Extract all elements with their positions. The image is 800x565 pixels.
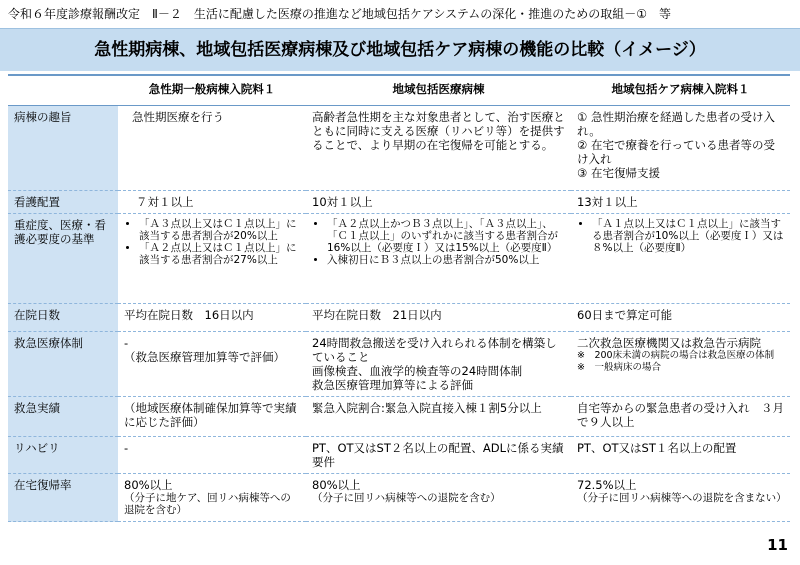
- cell-acute: ７対１以上: [118, 191, 306, 214]
- row-rehab: [8, 437, 790, 474]
- row-severity: [8, 214, 790, 304]
- row-emergency-record: [8, 397, 790, 437]
- list-item: • 「Ａ１点以上又はＣ１点以上」に該当する患者割合が10%以上（必要度Ｉ）又は８%以上（必要度Ⅱ）: [592, 218, 784, 254]
- cell-care: [571, 106, 790, 191]
- purpose-item: ① 急性期治療を経過した患者の受け入れ。: [577, 110, 775, 138]
- cell-care: [571, 214, 790, 304]
- title-band: [0, 28, 800, 71]
- cell-care: 自宅等からの緊急患者の受け入れ ３月で９人以上: [571, 397, 790, 437]
- cell-care: 13対１以上: [571, 191, 790, 214]
- row-nursing: [8, 191, 790, 214]
- purpose-item: ② 在宅で療養を行っている患者等の受け入れ: [577, 138, 775, 166]
- row-label: 在宅復帰率: [8, 474, 118, 522]
- row-emergency: [8, 332, 790, 397]
- comparison-table: [8, 78, 790, 522]
- list-item: • 「Ａ２点以上又はＣ１点以上」に該当する患者割合が27%以上: [139, 242, 300, 266]
- title-rule: [8, 74, 790, 76]
- header-cell-empty: [8, 78, 118, 106]
- cell-care: 60日まで算定可能: [571, 304, 790, 332]
- row-label: 病棟の趣旨: [8, 106, 118, 191]
- cell-text: 72.5%以上: [577, 478, 637, 492]
- cell-text: 80%以上: [124, 478, 173, 492]
- note-text: ※ 200床未満の病院の場合は救急医療の体制: [577, 350, 775, 361]
- cell-care: PT、OT又はST１名以上の配置: [571, 437, 790, 474]
- cell-acute: [118, 332, 306, 397]
- cell-text: 二次救急医療機関又は救急告示病院: [577, 336, 761, 350]
- purpose-item: ③ 在宅復帰支援: [577, 166, 660, 180]
- header-care: 地域包括ケア病棟入院料１: [571, 78, 790, 106]
- note-text: （分子に回リハ病棟等への退院を含まない）: [577, 492, 787, 504]
- row-home: [8, 474, 790, 522]
- cell-regional: PT、OT又はST２名以上の配置、ADLに係る実績要件: [306, 437, 571, 474]
- row-label: 看護配置: [8, 191, 118, 214]
- header-acute: 急性期一般病棟入院料１: [118, 78, 306, 106]
- list-item: • 入棟初日にＢ３点以上の患者割合が50%以上: [327, 254, 565, 266]
- cell-text: 24時間救急搬送を受け入れられる体制を構築していること: [312, 336, 557, 364]
- list-item: • 「Ａ２点以上かつＢ３点以上」、「Ａ３点以上」、「Ｃ１点以上」のいずれかに該当する患者割合が16%以上（必要度Ｉ）又は15%以上（必要度Ⅱ）: [327, 218, 565, 254]
- cell-acute: [118, 214, 306, 304]
- cell-care: [571, 332, 790, 397]
- cell-text: 画像検査、血液学的検査等の24時間体制: [312, 364, 523, 378]
- row-label: 在院日数: [8, 304, 118, 332]
- row-purpose: [8, 106, 790, 191]
- cell-text: -: [124, 336, 129, 350]
- cell-regional: 緊急入院割合:緊急入院直接入棟１割5分以上: [306, 397, 571, 437]
- cell-text: 救急医療管理加算等による評価: [312, 378, 473, 392]
- row-stay: [8, 304, 790, 332]
- page-number: 11: [767, 536, 788, 554]
- header-regional: 地域包括医療病棟: [306, 78, 571, 106]
- cell-regional: 10対１以上: [306, 191, 571, 214]
- note-text: （分子に回リハ病棟等への退院を含む）: [312, 492, 501, 504]
- cell-acute: [118, 474, 306, 522]
- cell-regional: [306, 474, 571, 522]
- cell-acute: 平均在院日数 16日以内: [118, 304, 306, 332]
- cell-regional: 高齢者急性期を主な対象患者として、治す医療とともに同時に支える医療（リハビリ等）を提供することで、より早期の在宅復帰を可能とする。: [306, 106, 571, 191]
- row-label: 救急実績: [8, 397, 118, 437]
- cell-care: [571, 474, 790, 522]
- header-text: 令和６年度診療報酬改定 Ⅱ－２ 生活に配慮した医療の推進など地域包括ケアシステムの深化・推進のための取組－① 等: [8, 7, 671, 21]
- row-label: 救急医療体制: [8, 332, 118, 397]
- note-text: ※ 一般病床の場合: [577, 362, 661, 373]
- cell-acute: 急性期医療を行う: [118, 106, 306, 191]
- header-row: [8, 78, 790, 106]
- cell-text: （救急医療管理加算等で評価）: [124, 350, 285, 364]
- cell-text: 80%以上: [312, 478, 361, 492]
- note-text: （分子に地ケア、回リハ病棟等への退院を含む）: [124, 492, 291, 516]
- row-label: 重症度、医療・看護必要度の基準: [8, 214, 118, 304]
- cell-acute: -: [118, 437, 306, 474]
- row-label: リハビリ: [8, 437, 118, 474]
- cell-regional: [306, 214, 571, 304]
- cell-regional: [306, 332, 571, 397]
- page-title: 急性期病棟、地域包括医療病棟及び地域包括ケア病棟の機能の比較（イメージ）: [94, 40, 706, 60]
- cell-regional: 平均在院日数 21日以内: [306, 304, 571, 332]
- list-item: • 「Ａ３点以上又はＣ１点以上」に該当する患者割合が20%以上: [139, 218, 300, 242]
- cell-acute: （地域医療体制確保加算等で実績に応じた評価）: [118, 397, 306, 437]
